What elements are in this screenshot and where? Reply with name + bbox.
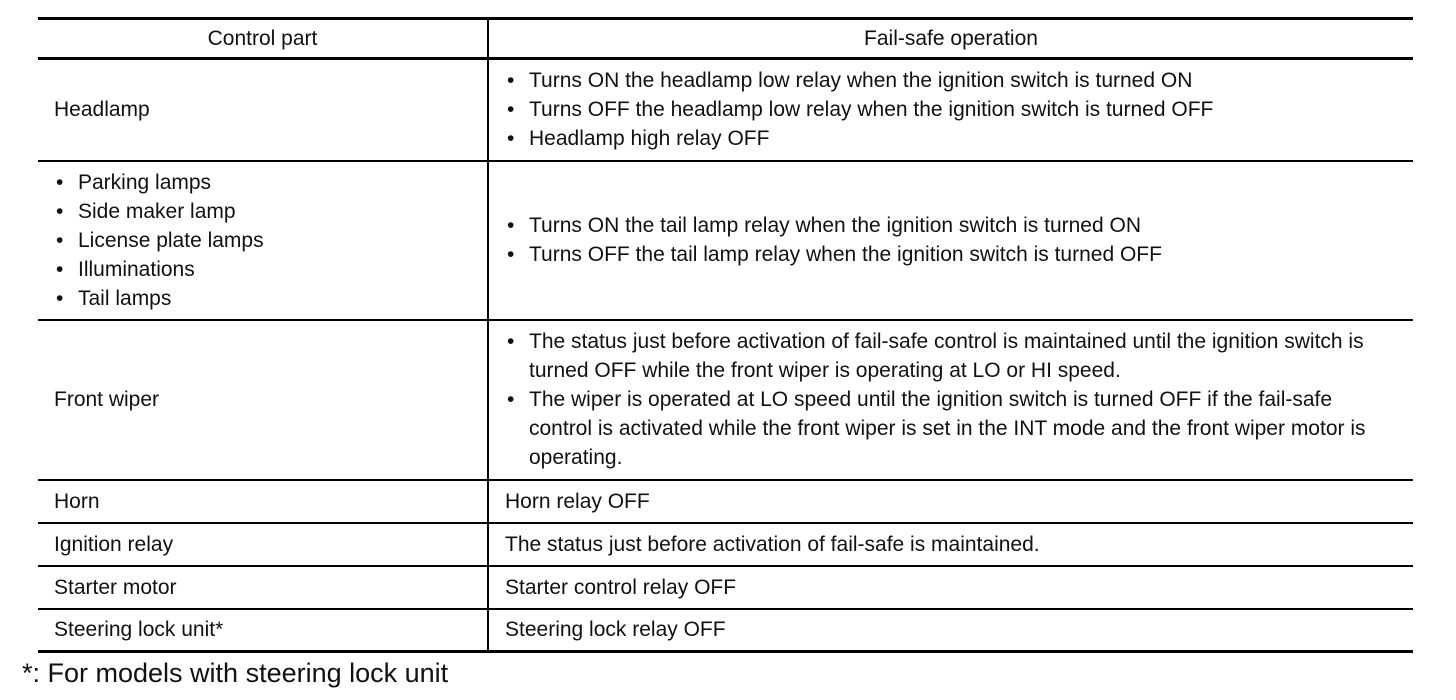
list-item: • Turns ON the tail lamp relay when the ignition switch is turned ON [505,211,1397,240]
control-part-cell: Front wiper [38,320,488,480]
table-row [38,480,1413,523]
control-part-cell: Horn [38,480,488,523]
operation-list [505,211,1397,269]
list-item: • Side maker lamp [54,197,471,226]
list-item: • Turns OFF the tail lamp relay when the ignition switch is turned OFF [505,240,1397,269]
list-item: • The wiper is operated at LO speed until the ignition switch is turned OFF if the fail-safe control is activated while the front wiper is set in the INT mode and the front wiper motor is operating. [505,385,1397,472]
table-row [38,320,1413,480]
operation-cell: Starter control relay OFF [488,566,1413,609]
operation-cell [488,320,1413,480]
control-part-cell: Steering lock unit* [38,609,488,652]
list-item: • Tail lamps [54,284,471,313]
operation-list [505,66,1397,153]
fail-safe-table-container [38,17,1413,653]
control-part-list [54,168,471,313]
control-part-cell: Ignition relay [38,523,488,566]
control-part-cell: Headlamp [38,59,488,161]
fail-safe-table [38,17,1413,653]
operation-list [505,327,1397,472]
footnote: *: For models with steering lock unit [22,658,449,688]
list-item: • License plate lamps [54,226,471,255]
operation-cell [488,59,1413,161]
operation-cell: Steering lock relay OFF [488,609,1413,652]
list-item: • Illuminations [54,255,471,284]
table-row [38,161,1413,320]
operation-cell [488,161,1413,320]
list-item: • Headlamp high relay OFF [505,124,1397,153]
list-item: • The status just before activation of fail-safe control is maintained until the ignition switch is turned OFF while the front wiper is operating at LO or HI speed. [505,327,1397,385]
control-part-cell [38,161,488,320]
control-part-cell: Starter motor [38,566,488,609]
list-item: • Turns OFF the headlamp low relay when the ignition switch is turned OFF [505,95,1397,124]
operation-cell: The status just before activation of fail-safe is maintained. [488,523,1413,566]
operation-cell: Horn relay OFF [488,480,1413,523]
table-row [38,566,1413,609]
table-row [38,609,1413,652]
table-row [38,523,1413,566]
table-header-row [38,19,1413,59]
list-item: • Turns ON the headlamp low relay when the ignition switch is turned ON [505,66,1397,95]
list-item: • Parking lamps [54,168,471,197]
table-row [38,59,1413,161]
header-control-part: Control part [38,19,488,59]
header-fail-safe-operation: Fail-safe operation [488,19,1413,59]
